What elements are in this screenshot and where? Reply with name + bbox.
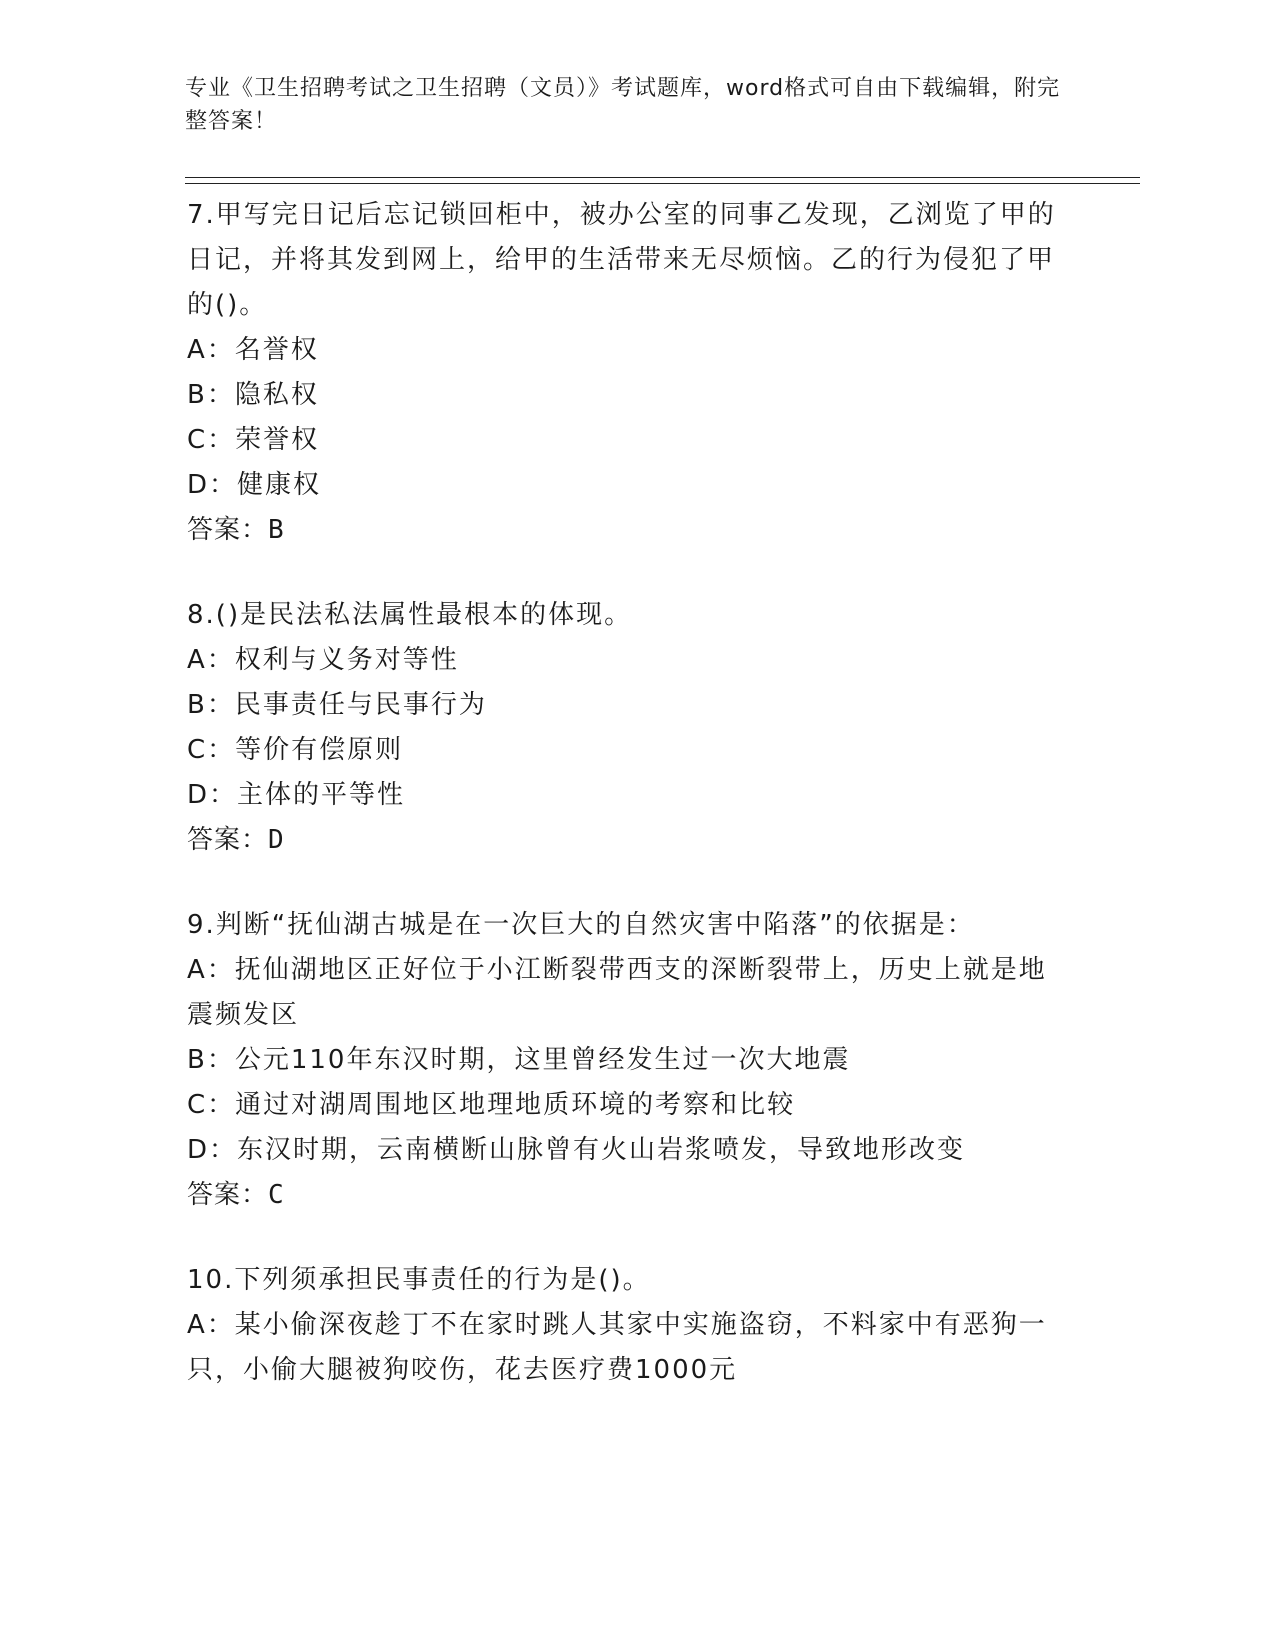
option-c: C：荣誉权 [187, 425, 320, 455]
option-c: C：通过对湖周围地区地理地质环境的考察和比较 [187, 1090, 796, 1120]
option-a: A：抚仙湖地区正好位于小江断裂带西支的深断裂带上，历史上就是地震频发区 [187, 955, 1047, 1030]
option-b: B：隐私权 [187, 380, 319, 410]
option-d: D：东汉时期，云南横断山脉曾有火山岩浆喷发，导致地形改变 [187, 1135, 966, 1165]
answer-line: 答案：D [187, 825, 285, 855]
question-8 [187, 593, 1067, 863]
question-stem: 7.甲写完日记后忘记锁回柜中，被办公室的同事乙发现，乙浏览了甲的日记，并将其发到网上，给甲的生活带来无尽烦恼。乙的行为侵犯了甲的()。 [187, 200, 1056, 320]
question-10 [187, 1258, 1067, 1393]
option-a: A：名誉权 [187, 335, 319, 365]
option-b: B：公元110年东汉时期，这里曾经发生过一次大地震 [187, 1045, 851, 1075]
question-stem: 10.下列须承担民事责任的行为是()。 [187, 1265, 651, 1295]
question-7 [187, 193, 1067, 553]
answer-line: 答案：C [187, 1180, 285, 1210]
option-d: D：健康权 [187, 470, 322, 500]
header-divider-top [185, 177, 1140, 178]
question-9 [187, 903, 1067, 1218]
question-stem: 8.()是民法私法属性最根本的体现。 [187, 600, 633, 630]
option-c: C：等价有偿原则 [187, 735, 404, 765]
option-a: A：权利与义务对等性 [187, 645, 459, 675]
document-header: 专业《卫生招聘考试之卫生招聘（文员）》考试题库，word格式可自由下载编辑，附完整答案！ [185, 76, 1061, 134]
option-a: A：某小偷深夜趁丁不在家时跳人其家中实施盗窃，不料家中有恶狗一只，小偷大腿被狗咬伤，花去医疗费1000元 [187, 1310, 1047, 1385]
header-divider-bottom [185, 183, 1140, 184]
option-b: B：民事责任与民事行为 [187, 690, 487, 720]
question-stem: 9.判断“抚仙湖古城是在一次巨大的自然灾害中陷落”的依据是： [187, 910, 975, 940]
option-d: D：主体的平等性 [187, 780, 406, 810]
answer-line: 答案：B [187, 515, 285, 545]
question-list [187, 193, 1067, 1433]
